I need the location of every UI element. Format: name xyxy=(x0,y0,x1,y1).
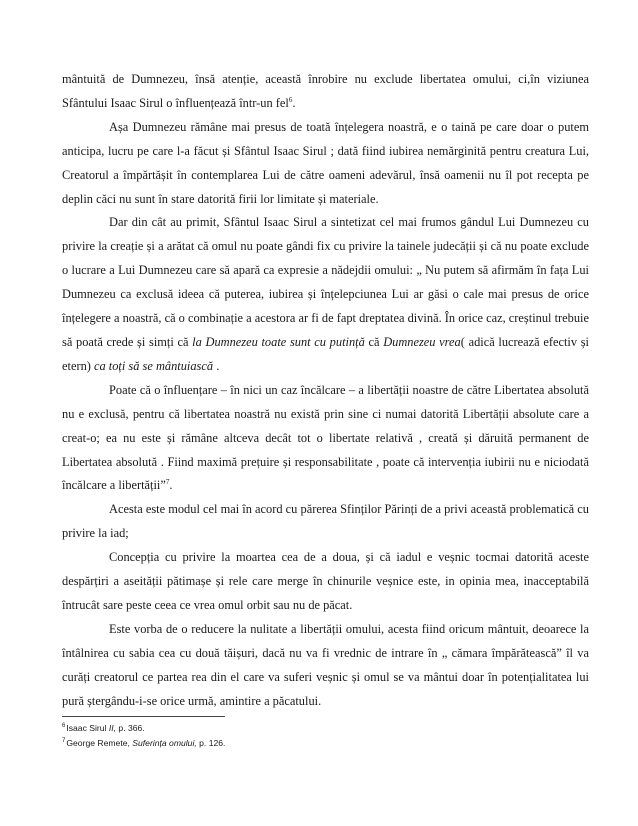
paragraph-3-text-c: ( adică lucrează efectiv și etern) xyxy=(62,334,589,373)
paragraph-4-text: Poate că o înfluențare – în nici un caz încălcare – a libertății noastre de către Libertatea absolută nu e exclusă, pentru că libertatea noastră nu există prin sine ci numai datorită Libertății absolute care a creat-o; ea nu este și rămâne altceva decât tot o libertate relativă , creată și dăruită permanent de Libertatea absolută . Fiind maximă prețuire și responsabilitate , poate că intervenția iubirii nu e niciodată încălcare a libertății” xyxy=(62,382,589,493)
paragraph-3-text-b: că xyxy=(364,334,384,349)
footnote-title: Suferința omului, xyxy=(132,738,197,748)
footnote-number: 7 xyxy=(62,738,66,744)
footnotes xyxy=(62,716,589,751)
paragraph-6: Concepția cu privire la moartea cea de a doua, și că iadul e veșnic tocmai datorită aceste despărțiri a aseității pătimașe și rele care merge în chinurile veșnice este, in opinia mea, inacceptabilă întrucât sare peste ceea ce vrea omul orbit sau nu de păcat. xyxy=(62,550,589,612)
footnote-page: p. 126. xyxy=(196,738,226,748)
paragraph-1 xyxy=(62,68,589,116)
footnote-6 xyxy=(62,721,589,736)
footnote-separator xyxy=(62,716,225,717)
footnote-title: II, xyxy=(108,723,117,733)
paragraph-4-end: . xyxy=(169,478,173,493)
footnote-ref-6[interactable]: 6 xyxy=(288,95,293,104)
footnote-7 xyxy=(62,736,589,751)
paragraph-3-text-a: Dar din cât au primit, Sfântul Isaac Sirul a sintetizat cel mai frumos gândul Lui Dumnezeu cu privire la creație și a arătat că omul nu poate gândi fix cu privire la tainele judecății și că nu poate exclude o lucrare a Lui Dumnezeu care să apară ca expresie a nădejdii omului: „ Nu putem să afirmăm în fața Lui Dumnezeu ca exclusă ideea că puterea, iubirea și înțelepciunea Lui ar găsi o cale mai presus de orice înțelegere a noastră, că o combinație a acestora ar fi de fapt dreptatea divină. În orice caz, creștinul trebuie să poată crede și simți că xyxy=(62,215,589,349)
italic-phrase-3: ca toți să se mântuiască xyxy=(94,358,214,373)
footnote-text: Isaac Sirul xyxy=(66,723,109,733)
paragraph-4 xyxy=(62,379,589,499)
paragraph-7: Este vorba de o reducere la nulitate a libertății omului, acesta fiind oricum mântuit, deoarece la întâlnirea cu sabia cea cu două tăișuri, dacă nu va fi vrednic de intrare în „ cămara împărătească” îl va curăți creatorul ce partea rea din el care va suferi veșnic și omul se va mântui doar în potențialitatea lui pură ștergându-i-se orice urmă, amintire a păcatului. xyxy=(62,621,589,708)
footnote-number: 6 xyxy=(62,723,66,729)
document-body xyxy=(62,68,589,713)
paragraph-1-end: . xyxy=(292,95,296,110)
footnote-text: George Remete, xyxy=(66,738,133,748)
footnote-ref-7[interactable]: 7 xyxy=(165,478,170,487)
paragraph-5: Acesta este modul cel mai în acord cu părerea Sfinților Părinți de a privi această problematică cu privire la iad; xyxy=(62,502,589,541)
paragraph-3 xyxy=(62,211,589,378)
italic-phrase-2: Dumnezeu vrea xyxy=(383,334,461,349)
paragraph-1-text: mântuită de Dumnezeu, însă atenție, această înrobire nu exclude libertatea omului, ci,în viziunea Sfântului Isaac Sirul o înfluențează într-un fel xyxy=(62,72,589,110)
paragraph-3-text-d: . xyxy=(213,358,220,373)
paragraph-2: Așa Dumnezeu rămâne mai presus de toată înțelegera noastră, e o taină pe care doar o putem anticipa, lucru pe care l-a făcut și Sfântul Isaac Sirul ; dată fiind iubirea nemărginită pentru creatura Lui, Creatorul a împărtășit în contemplarea Lui de către oameni adevărul, însă oamenii nu îl pot recepta pe deplin căci nu sunt în stare datorită firii lor limitate și materiale. xyxy=(62,119,589,206)
footnote-page: p. 366. xyxy=(116,723,145,733)
italic-phrase-1: la Dumnezeu toate sunt cu putință xyxy=(192,334,365,349)
